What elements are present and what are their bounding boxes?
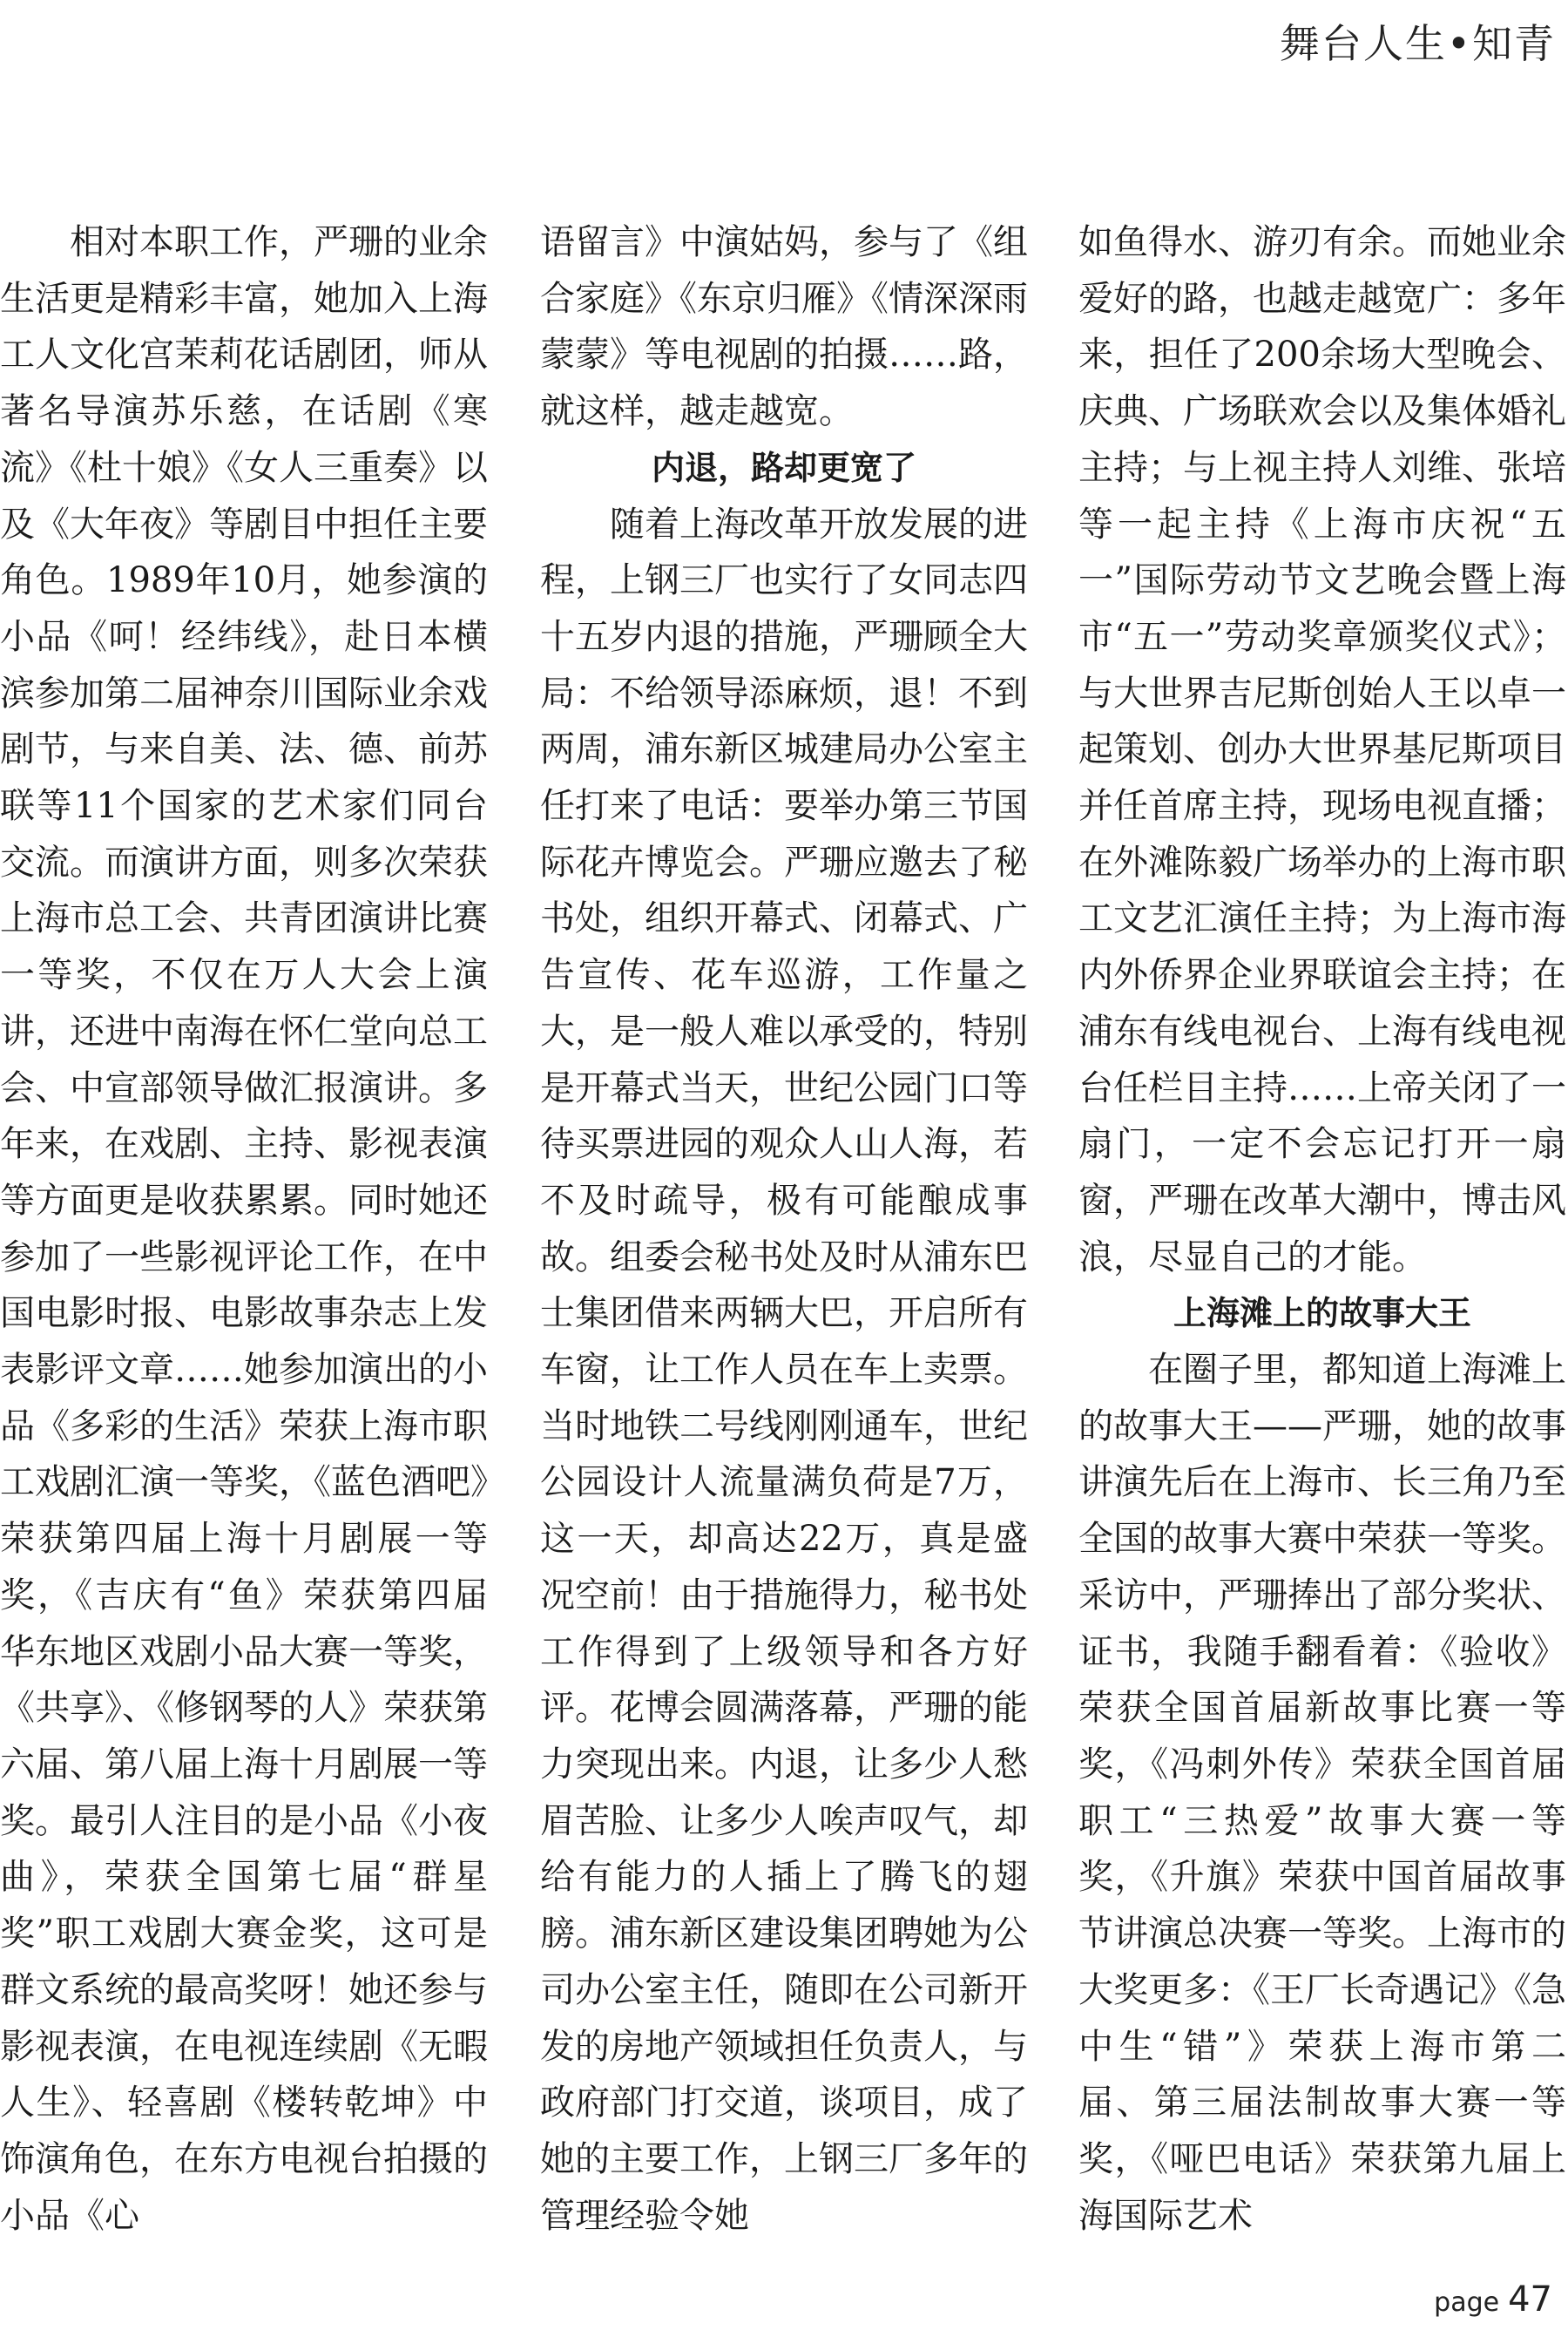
section-heading: 上海滩上的故事大王	[1173, 1294, 1471, 1333]
text-column-3	[1078, 214, 1566, 2244]
page-label: page	[1434, 2287, 1500, 2318]
paragraph: 随着上海改革开放发展的进程，上钢三厂也实行了女同志四十五岁内退的措施，严珊顾全大局：不给领导添麻烦，退！不到两周，浦东新区城建局办公室主任打来了电话：要举办第三节国际花卉博览会。严珊应邀去了秘书处，组织开幕式、闭幕式、广告宣传、花车巡游，工作量之大，是一般人难以承受的，特别是开幕式当天，世纪公园门口等待买票进园的观众人山人海，若不及时疏导，极有可能酿成事故。组委会秘书处及时从浦东巴士集团借来两辆大巴，开启所有车窗，让工作人员在车上卖票。当时地铁二号线刚刚通车，世纪公园设计人流量满负荷是7万，这一天，却高达22万，真是盛况空前！由于措施得力，秘书处工作得到了上级领导和各方好评。花博会圆满落幕，严珊的能力突现出来。内退，让多少人愁眉苦脸、让多少人唉声叹气，却给有能力的人插上了腾飞的翅膀。浦东新区建设集团聘她为公司办公室主任，随即在公司新开发的房地产领域担任负责人，与政府部门打交道，谈项目，成了她的主要工作，上钢三厂多年的管理经验令她	[540, 504, 1028, 2236]
text-column-2	[540, 214, 1028, 2244]
page-footer	[1434, 2279, 1552, 2320]
text-column-1	[0, 214, 488, 2244]
paragraph-continued: 语留言》中演姑妈，参与了《组合家庭》《东京归雁》《情深深雨蒙蒙》等电视剧的拍摄……路，就这样，越走越宽。	[540, 222, 1028, 432]
paragraph-continued: 如鱼得水、游刃有余。而她业余爱好的路，也越走越宽广：多年来，担任了200余场大型晚会、庆典、广场联欢会以及集体婚礼主持；与上视主持人刘维、张培等一起主持《上海市庆祝“五一”国际劳动节文艺晚会暨上海市“五一”劳动奖章颁奖仪式》；与大世界吉尼斯创始人王以卓一起策划、创办大世界基尼斯项目并任首席主持，现场电视直播；在外滩陈毅广场举办的上海市职工文艺汇演任主持；为上海市海内外侨界企业界联谊会主持；在浦东有线电视台、上海有线电视台任栏目主持……上帝关闭了一扇门，一定不会忘记打开一扇窗，严珊在改革大潮中，博击风浪，尽显自己的才能。	[1078, 222, 1566, 1277]
section-heading: 内退，路却更宽了	[651, 448, 916, 487]
page-number: 47	[1508, 2279, 1552, 2320]
section-header: 舞台人生•知青	[1279, 20, 1556, 67]
paragraph: 在圈子里，都知道上海滩上的故事大王——严珊，她的故事讲演先后在上海市、长三角乃至全国的故事大赛中荣获一等奖。采访中，严珊捧出了部分奖状、证书，我随手翻看着：《验收》荣获全国首届新故事比赛一等奖，《冯刺外传》荣获全国首届职工“三热爱”故事大赛一等奖，《升旗》荣获中国首届故事节讲演总决赛一等奖。上海市的大奖更多：《王厂长奇遇记》《急中生“错”》荣获上海市第二届、第三届法制故事大赛一等奖，《哑巴电话》荣获第九届上海国际艺术	[1078, 1350, 1566, 2236]
paragraph: 相对本职工作，严珊的业余生活更是精彩丰富，她加入上海工人文化宫茉莉花话剧团，师从著名导演苏乐慈，在话剧《寒流》《杜十娘》《女人三重奏》以及《大年夜》等剧目中担任主要角色。1989年10月，她参演的小品《呵！经纬线》，赴日本横滨参加第二届神奈川国际业余戏剧节，与来自美、法、德、前苏联等11个国家的艺术家们同台交流。而演讲方面，则多次荣获上海市总工会、共青团演讲比赛一等奖，不仅在万人大会上演讲，还进中南海在怀仁堂向总工会、中宣部领导做汇报演讲。多年来，在戏剧、主持、影视表演等方面更是收获累累。同时她还参加了一些影视评论工作，在中国电影时报、电影故事杂志上发表影评文章……她参加演出的小品《多彩的生活》荣获上海市职工戏剧汇演一等奖，《蓝色酒吧》荣获第四届上海十月剧展一等奖，《吉庆有“鱼》荣获第四届华东地区戏剧小品大赛一等奖，《共享》、《修钢琴的人》荣获第六届、第八届上海十月剧展一等奖。最引人注目的是小品《小夜曲》，荣获全国第七届“群星奖”职工戏剧大赛金奖，这可是群文系统的最高奖呀！她还参与影视表演，在电视连续剧《无暇人生》、轻喜剧《楼转乾坤》中饰演角色，在东方电视台拍摄的小品《心	[0, 222, 488, 2236]
